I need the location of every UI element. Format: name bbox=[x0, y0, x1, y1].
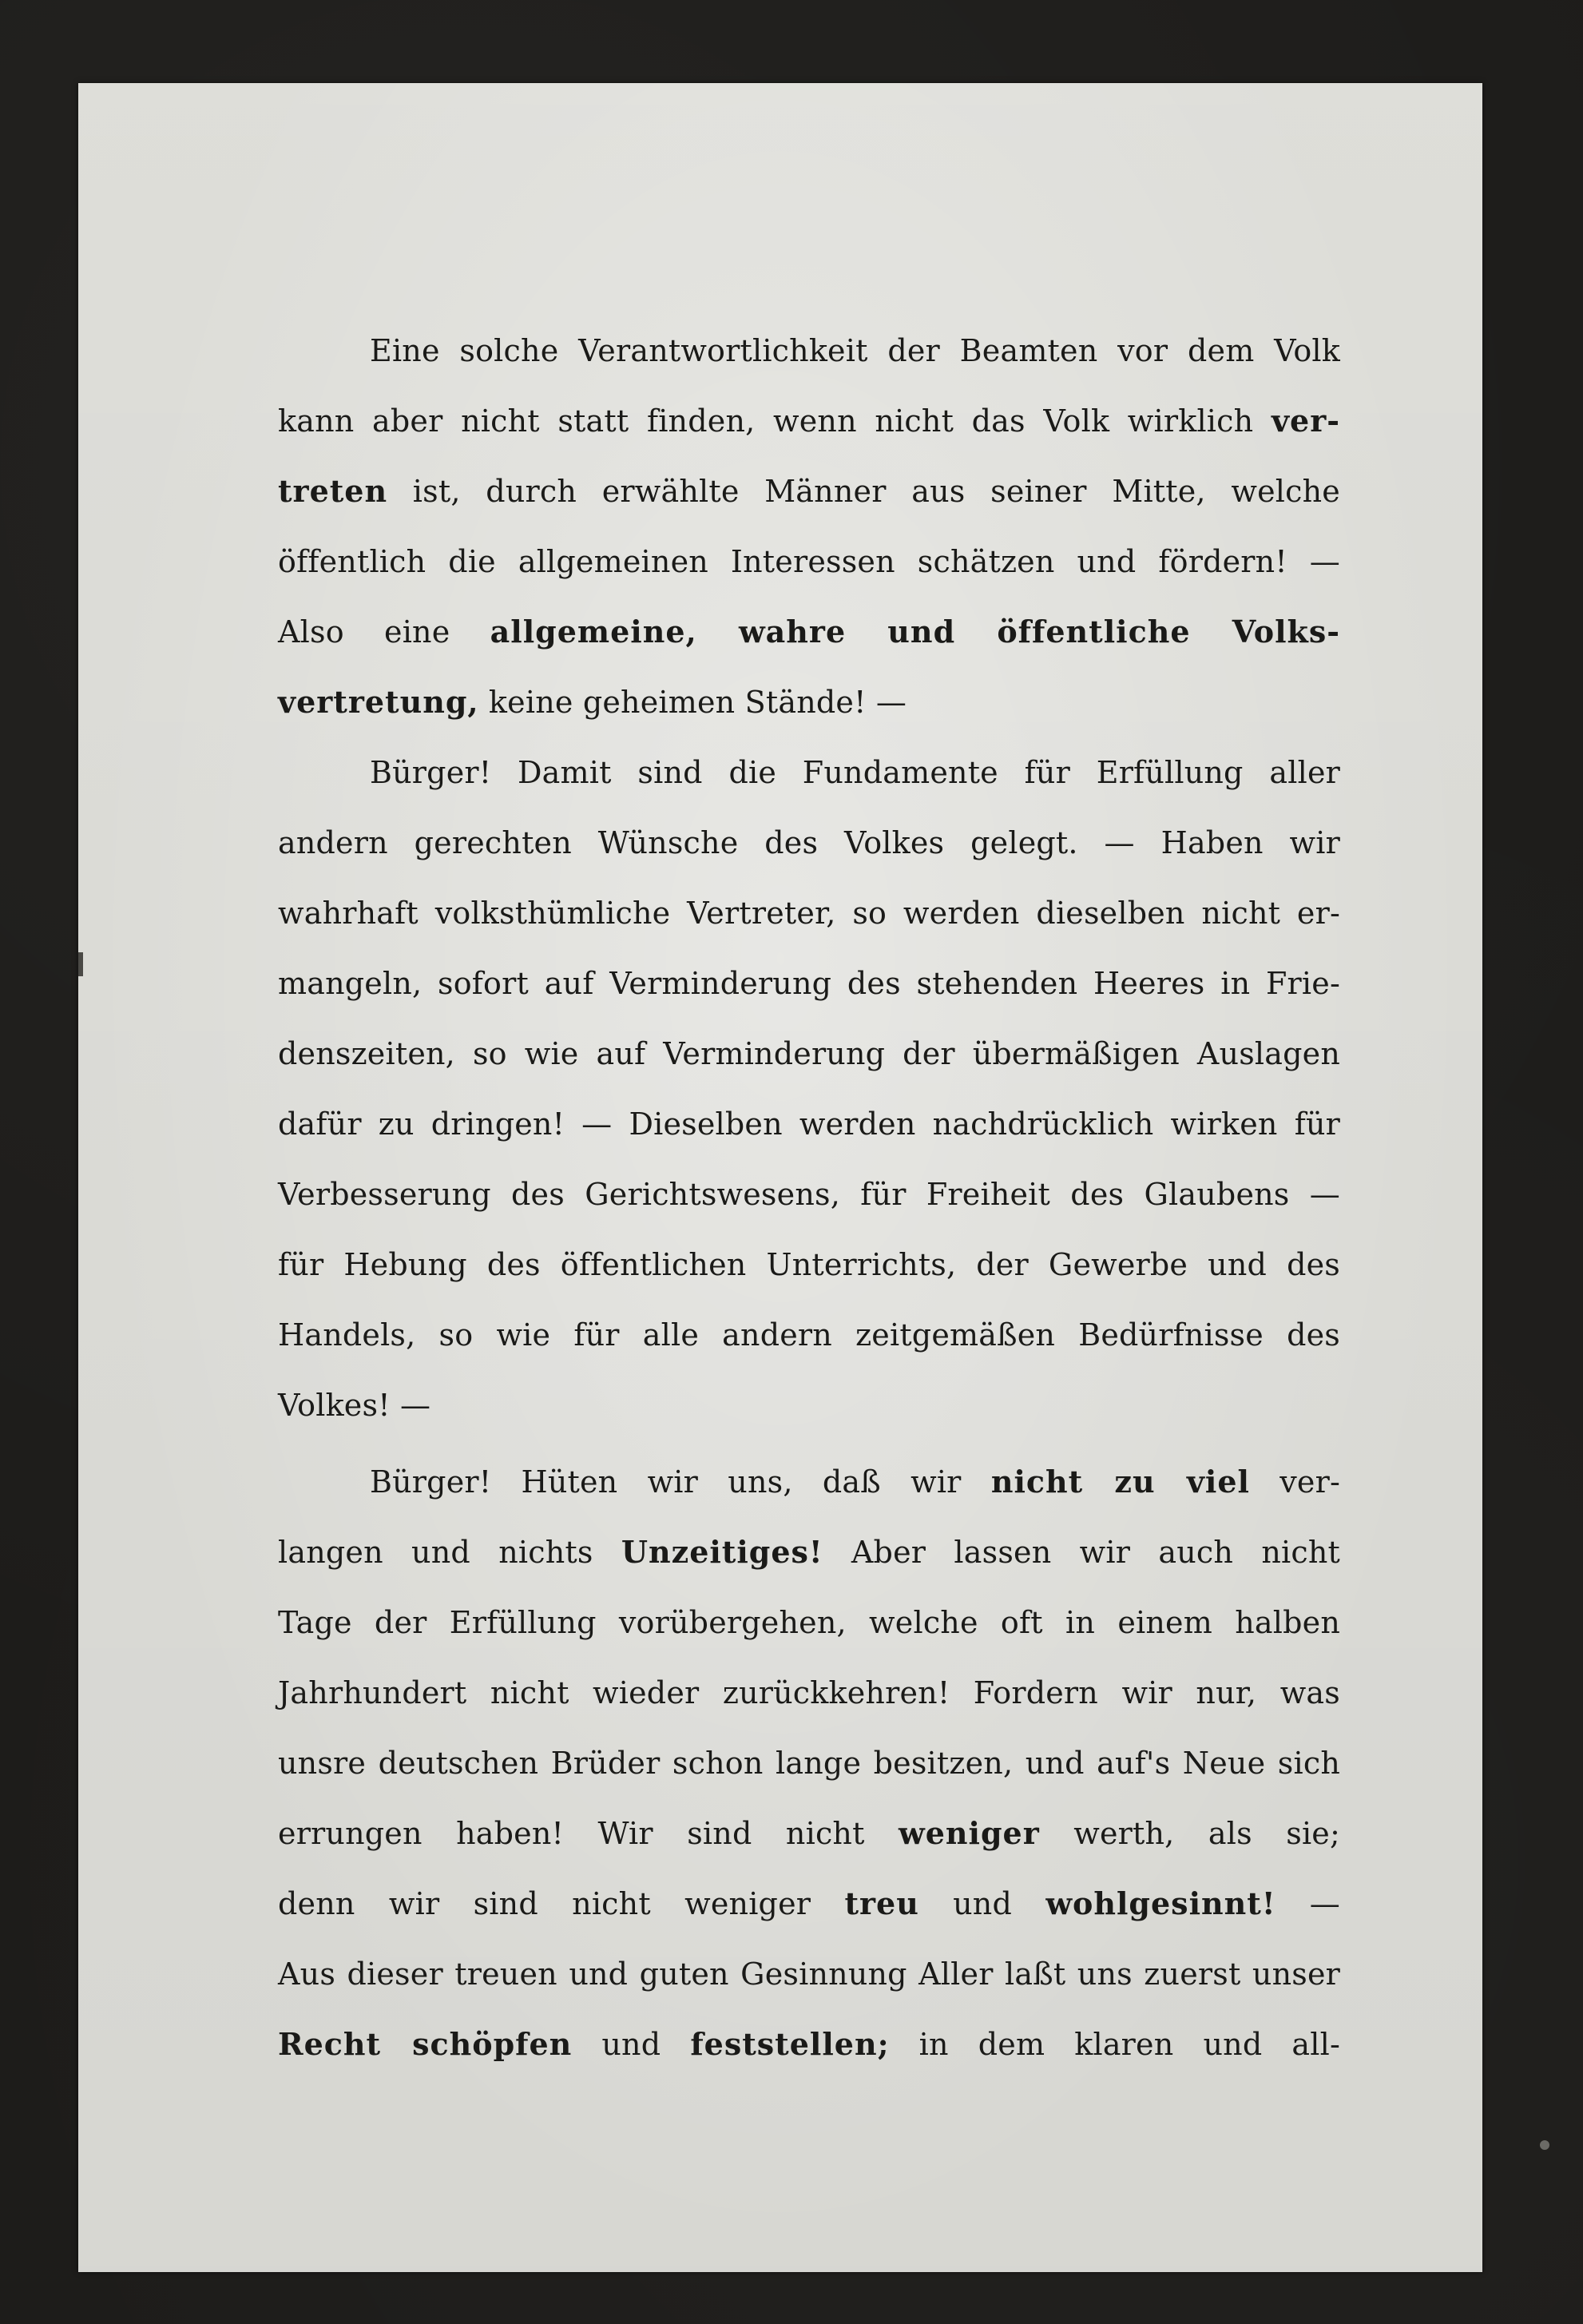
text-line bbox=[278, 1237, 1340, 1293]
margin-mark bbox=[78, 952, 83, 976]
text-run: Jahrhundert nicht wieder zurückkehren! Fordern wir nur, was bbox=[278, 1675, 1340, 1710]
text-line bbox=[278, 1806, 1340, 1861]
text-line bbox=[278, 1946, 1340, 2002]
text-run: werth, als sie; bbox=[1039, 1816, 1340, 1851]
text-line bbox=[278, 463, 1340, 519]
text-line bbox=[278, 1026, 1340, 1082]
emphasized-text: wohlgesinnt! bbox=[1045, 1885, 1276, 1921]
text-run: andern gerechten Wünsche des Volkes gelegt. — Haben wir bbox=[278, 825, 1340, 860]
emphasized-text: nicht zu viel bbox=[990, 1464, 1250, 1500]
text-line bbox=[278, 815, 1340, 871]
text-run: Aus dieser treuen und guten Gesinnung Aller laßt uns zuerst unser bbox=[278, 1957, 1340, 1992]
text-run: in dem klaren und all- bbox=[889, 2027, 1341, 2062]
text-run: Aber lassen wir auch nicht bbox=[823, 1535, 1340, 1570]
emphasized-text: weniger bbox=[899, 1815, 1040, 1851]
text-run: denn wir sind nicht weniger bbox=[278, 1886, 845, 1921]
text-run: wahrhaft volksthümliche Vertreter, so werden dieselben nicht er- bbox=[278, 896, 1340, 931]
text-line bbox=[278, 1166, 1340, 1222]
text-run: Bürger! Damit sind die Fundamente für Erfüllung aller bbox=[370, 755, 1340, 790]
text-line bbox=[278, 1595, 1340, 1651]
printed-page bbox=[78, 83, 1482, 2272]
text-line bbox=[278, 1454, 1340, 1510]
text-run: mangeln, sofort auf Verminderung des stehenden Heeres in Frie- bbox=[278, 966, 1340, 1001]
text-run: keine geheimen Stände! — bbox=[478, 685, 907, 720]
text-line bbox=[278, 1524, 1340, 1580]
emphasized-text: feststellen; bbox=[690, 2026, 890, 2062]
text-line bbox=[278, 674, 1340, 730]
text-line bbox=[278, 1307, 1340, 1363]
text-line bbox=[278, 1096, 1340, 1152]
text-run: Also eine bbox=[278, 614, 490, 650]
emphasized-text: treu bbox=[844, 1885, 919, 1921]
text-line bbox=[278, 1735, 1340, 1791]
emphasized-text: Recht schöpfen bbox=[278, 2026, 573, 2062]
text-line bbox=[278, 393, 1340, 449]
text-run: — bbox=[1276, 1886, 1341, 1921]
text-run: dafür zu dringen! — Dieselben werden nachdrücklich wirken für bbox=[278, 1106, 1340, 1142]
pin-mark bbox=[1540, 2140, 1549, 2150]
text-run: unsre deutschen Brüder schon lange besitzen, und auf's Neue sich bbox=[278, 1746, 1340, 1781]
text-line bbox=[278, 1665, 1340, 1721]
text-line bbox=[278, 1876, 1340, 1932]
text-run: errungen haben! Wir sind nicht bbox=[278, 1816, 899, 1851]
text-run: Verbesserung des Gerichtswesens, für Freiheit des Glaubens — bbox=[278, 1177, 1340, 1212]
emphasized-text: treten bbox=[278, 473, 388, 509]
emphasized-text: vertretung, bbox=[278, 684, 479, 720]
text-run: Tage der Erfüllung vorübergehen, welche oft in einem halben bbox=[278, 1605, 1340, 1640]
text-run: und bbox=[572, 2027, 691, 2062]
text-run: kann aber nicht statt finden, wenn nicht das Volk wirklich bbox=[278, 403, 1272, 439]
emphasized-text: ver- bbox=[1271, 403, 1340, 439]
text-run: öffentlich die allgemeinen Interessen schätzen und fördern! — bbox=[278, 544, 1340, 579]
text-line bbox=[278, 323, 1340, 379]
text-run: und bbox=[918, 1886, 1046, 1921]
body-text bbox=[278, 323, 1340, 2144]
text-line bbox=[278, 885, 1340, 941]
text-line bbox=[278, 604, 1340, 660]
text-run: Eine solche Verantwortlichkeit der Beamten vor dem Volk bbox=[370, 333, 1340, 368]
text-line bbox=[278, 745, 1340, 800]
text-line bbox=[278, 955, 1340, 1011]
text-run: langen und nichts bbox=[278, 1535, 621, 1570]
text-run: ver- bbox=[1249, 1464, 1340, 1500]
text-line bbox=[278, 534, 1340, 590]
emphasized-text: allgemeine, wahre und öffentliche Volks- bbox=[490, 614, 1340, 650]
text-line bbox=[278, 2016, 1340, 2072]
text-run: Bürger! Hüten wir uns, daß wir bbox=[370, 1464, 991, 1500]
text-line bbox=[278, 1377, 1340, 1433]
text-run: für Hebung des öffentlichen Unterrichts, der Gewerbe und des bbox=[278, 1247, 1340, 1282]
text-run: denszeiten, so wie auf Verminderung der übermäßigen Auslagen bbox=[278, 1036, 1340, 1071]
emphasized-text: Unzeitiges! bbox=[621, 1534, 823, 1570]
text-run: Handels, so wie für alle andern zeitgemäßen Bedürfnisse des bbox=[278, 1317, 1340, 1353]
text-run: Volkes! — bbox=[278, 1388, 431, 1423]
text-run: ist, durch erwählte Männer aus seiner Mitte, welche bbox=[387, 474, 1340, 509]
